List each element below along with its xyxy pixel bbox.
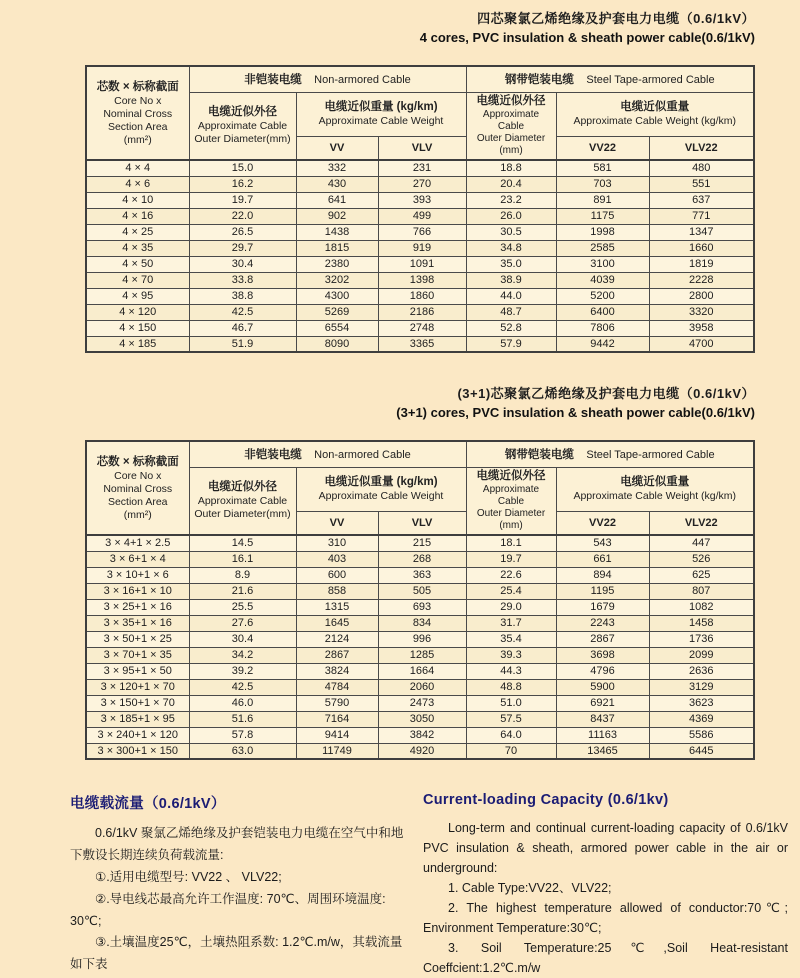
value-cell: 332 (296, 160, 378, 176)
value-cell: 1398 (378, 272, 466, 288)
header-core-en2: Nominal Cross (103, 107, 173, 120)
table-row (86, 679, 754, 695)
value-cell: 6921 (556, 695, 649, 711)
value-cell: 4039 (556, 272, 649, 288)
value-cell: 1819 (649, 256, 754, 272)
value-cell: 57.8 (189, 727, 296, 743)
value-cell: 505 (378, 583, 466, 599)
table-row (86, 695, 754, 711)
value-cell: 48.7 (466, 304, 556, 320)
value-cell: 8.9 (189, 567, 296, 583)
spec-cell: 3 × 50+1 × 25 (86, 631, 189, 647)
table-row (86, 224, 754, 240)
spec-cell: 3 × 185+1 × 95 (86, 711, 189, 727)
value-cell: 39.2 (189, 663, 296, 679)
header-col-vlv22: VLV22 (649, 511, 754, 535)
three-plus-one-title-zh: (3+1)芯聚氯乙烯绝缘及护套电力电缆（0.6/1kV） (457, 386, 755, 401)
value-cell: 363 (378, 567, 466, 583)
header-armored-zh: 钢带铠装电缆 (504, 74, 574, 87)
table-row (86, 631, 754, 647)
value-cell: 5269 (296, 304, 378, 320)
four-core-table-body (86, 160, 754, 352)
notes-zh-item-3: ③.土壤温度25℃，土壤热阻系数: 1.2℃.m/w，其载流量如下表 (70, 935, 403, 972)
value-cell: 996 (378, 631, 466, 647)
value-cell: 25.5 (189, 599, 296, 615)
value-cell: 51.6 (189, 711, 296, 727)
notes-zh-item-2: ②.导电线芯最高允许工作温度: 70℃、周围环境温度: 30℃; (70, 891, 386, 928)
header-core-unit: (mm²) (123, 133, 152, 146)
value-cell: 2473 (378, 695, 466, 711)
value-cell: 19.7 (189, 192, 296, 208)
four-core-spec-table (85, 65, 755, 353)
value-cell: 310 (296, 535, 378, 551)
value-cell: 20.4 (466, 176, 556, 192)
value-cell: 2243 (556, 615, 649, 631)
value-cell: 1998 (556, 224, 649, 240)
value-cell: 2636 (649, 663, 754, 679)
value-cell: 38.9 (466, 272, 556, 288)
value-cell: 661 (556, 551, 649, 567)
value-cell: 3958 (649, 320, 754, 336)
notes-en-paragraph: Long-term and continual current-loading capacity of 0.6/1kV PVC insulation & sheath, armored power cable in the air or underground: (423, 821, 788, 875)
table-row (86, 647, 754, 663)
value-cell: 57.9 (466, 336, 556, 352)
value-cell: 51.9 (189, 336, 296, 352)
value-cell: 641 (296, 192, 378, 208)
value-cell: 46.0 (189, 695, 296, 711)
value-cell: 1815 (296, 240, 378, 256)
value-cell: 64.0 (466, 727, 556, 743)
value-cell: 919 (378, 240, 466, 256)
value-cell: 8090 (296, 336, 378, 352)
notes-en-item-2: 2. The highest temperature allowed of conductor:70℃; Environment Temperature:30℃; (423, 901, 788, 935)
value-cell: 834 (378, 615, 466, 631)
value-cell: 2228 (649, 272, 754, 288)
value-cell: 3129 (649, 679, 754, 695)
value-cell: 637 (649, 192, 754, 208)
value-cell: 35.4 (466, 631, 556, 647)
value-cell: 4700 (649, 336, 754, 352)
value-cell: 30.4 (189, 631, 296, 647)
value-cell: 2867 (296, 647, 378, 663)
value-cell: 38.8 (189, 288, 296, 304)
table-row (86, 176, 754, 192)
table-row (86, 240, 754, 256)
value-cell: 4300 (296, 288, 378, 304)
header-core-section: 芯数 × 标称截面 Core No x Nominal Cross Section Area (mm²) (86, 441, 189, 535)
value-cell: 1091 (378, 256, 466, 272)
value-cell: 3824 (296, 663, 378, 679)
value-cell: 30.4 (189, 256, 296, 272)
spec-cell: 4 × 10 (86, 192, 189, 208)
table-row (86, 743, 754, 759)
spec-cell: 4 × 6 (86, 176, 189, 192)
header-armored-en: Steel Tape-armored Cable (586, 74, 715, 87)
header-nonarmored-weight: 电缆近似重量 (kg/km) Approximate Cable Weight (296, 92, 466, 136)
value-cell: 2060 (378, 679, 466, 695)
table-row (86, 615, 754, 631)
table-row (86, 272, 754, 288)
value-cell: 1645 (296, 615, 378, 631)
header-armored-group (466, 66, 754, 92)
spec-cell: 4 × 16 (86, 208, 189, 224)
value-cell: 1285 (378, 647, 466, 663)
value-cell: 6400 (556, 304, 649, 320)
spec-cell: 4 × 25 (86, 224, 189, 240)
value-cell: 1347 (649, 224, 754, 240)
value-cell: 63.0 (189, 743, 296, 759)
value-cell: 14.5 (189, 535, 296, 551)
header-nonarmored-zh: 非铠装电缆 (244, 74, 302, 87)
header-armored-diameter: 电缆近似外径 Approximate Cable Outer Diameter (mm) (466, 467, 556, 535)
value-cell: 42.5 (189, 304, 296, 320)
value-cell: 1438 (296, 224, 378, 240)
value-cell: 3623 (649, 695, 754, 711)
value-cell: 19.7 (466, 551, 556, 567)
value-cell: 29.0 (466, 599, 556, 615)
value-cell: 1175 (556, 208, 649, 224)
notes-zh-heading: 电缆载流量（0.6/1kV） (70, 796, 226, 812)
value-cell: 807 (649, 583, 754, 599)
value-cell: 270 (378, 176, 466, 192)
value-cell: 766 (378, 224, 466, 240)
spec-cell: 3 × 120+1 × 70 (86, 679, 189, 695)
spec-cell: 4 × 120 (86, 304, 189, 320)
spec-cell: 4 × 50 (86, 256, 189, 272)
value-cell: 4920 (378, 743, 466, 759)
spec-cell: 3 × 70+1 × 35 (86, 647, 189, 663)
value-cell: 858 (296, 583, 378, 599)
table-row (86, 663, 754, 679)
value-cell: 268 (378, 551, 466, 567)
value-cell: 7164 (296, 711, 378, 727)
value-cell: 581 (556, 160, 649, 176)
three-plus-one-spec-table (85, 440, 755, 760)
spec-cell: 3 × 10+1 × 6 (86, 567, 189, 583)
notes-english (423, 792, 788, 978)
value-cell: 499 (378, 208, 466, 224)
value-cell: 2800 (649, 288, 754, 304)
value-cell: 480 (649, 160, 754, 176)
value-cell: 2585 (556, 240, 649, 256)
value-cell: 430 (296, 176, 378, 192)
value-cell: 42.5 (189, 679, 296, 695)
value-cell: 3365 (378, 336, 466, 352)
value-cell: 543 (556, 535, 649, 551)
value-cell: 2124 (296, 631, 378, 647)
value-cell: 1195 (556, 583, 649, 599)
value-cell: 2099 (649, 647, 754, 663)
value-cell: 57.5 (466, 711, 556, 727)
value-cell: 3202 (296, 272, 378, 288)
header-col-vv: VV (296, 511, 378, 535)
spec-cell: 3 × 16+1 × 10 (86, 583, 189, 599)
value-cell: 29.7 (189, 240, 296, 256)
header-armored-weight: 电缆近似重量 Approximate Cable Weight (kg/km) (556, 92, 754, 136)
value-cell: 16.1 (189, 551, 296, 567)
table-row (86, 160, 754, 176)
value-cell: 18.1 (466, 535, 556, 551)
table-row (86, 192, 754, 208)
value-cell: 34.8 (466, 240, 556, 256)
spec-cell: 3 × 4+1 × 2.5 (86, 535, 189, 551)
value-cell: 403 (296, 551, 378, 567)
value-cell: 693 (378, 599, 466, 615)
value-cell: 6554 (296, 320, 378, 336)
spec-cell: 4 × 35 (86, 240, 189, 256)
three-plus-one-table-body (86, 535, 754, 759)
spec-cell: 3 × 95+1 × 50 (86, 663, 189, 679)
value-cell: 551 (649, 176, 754, 192)
table-row (86, 256, 754, 272)
value-cell: 15.0 (189, 160, 296, 176)
header-col-vlv: VLV (378, 511, 466, 535)
value-cell: 1315 (296, 599, 378, 615)
value-cell: 1679 (556, 599, 649, 615)
value-cell: 4784 (296, 679, 378, 695)
header-col-vv22: VV22 (556, 136, 649, 160)
value-cell: 3100 (556, 256, 649, 272)
value-cell: 70 (466, 743, 556, 759)
four-core-table-header (86, 66, 754, 160)
value-cell: 2186 (378, 304, 466, 320)
value-cell: 11749 (296, 743, 378, 759)
value-cell: 526 (649, 551, 754, 567)
value-cell: 4369 (649, 711, 754, 727)
spec-cell: 4 × 95 (86, 288, 189, 304)
header-core-en3: Section Area (107, 120, 168, 133)
spec-cell: 3 × 240+1 × 120 (86, 727, 189, 743)
value-cell: 18.8 (466, 160, 556, 176)
value-cell: 26.5 (189, 224, 296, 240)
value-cell: 31.7 (466, 615, 556, 631)
value-cell: 3698 (556, 647, 649, 663)
notes-en-item-3: 3. Soil Temperature:25℃,Soil Heat-resistant Coeffcient:1.2℃.m/w (423, 941, 788, 975)
value-cell: 27.6 (189, 615, 296, 631)
header-armored-group: 钢带铠装电缆 Steel Tape-armored Cable (466, 441, 754, 467)
value-cell: 51.0 (466, 695, 556, 711)
value-cell: 703 (556, 176, 649, 192)
value-cell: 2748 (378, 320, 466, 336)
value-cell: 23.2 (466, 192, 556, 208)
value-cell: 1082 (649, 599, 754, 615)
spec-cell: 3 × 6+1 × 4 (86, 551, 189, 567)
header-nonarmored-group: 非铠装电缆 Non-armored Cable (189, 441, 466, 467)
value-cell: 902 (296, 208, 378, 224)
table-row (86, 567, 754, 583)
spec-cell: 4 × 150 (86, 320, 189, 336)
three-plus-one-title-block (0, 353, 800, 420)
notes-section (0, 792, 800, 978)
value-cell: 16.2 (189, 176, 296, 192)
value-cell: 2867 (556, 631, 649, 647)
value-cell: 44.0 (466, 288, 556, 304)
four-core-title-zh: 四芯聚氯乙烯绝缘及护套电力电缆（0.6/1kV） (477, 11, 755, 26)
value-cell: 891 (556, 192, 649, 208)
value-cell: 34.2 (189, 647, 296, 663)
value-cell: 21.6 (189, 583, 296, 599)
four-core-title-block (0, 0, 800, 45)
table-row (86, 288, 754, 304)
value-cell: 26.0 (466, 208, 556, 224)
header-nonarmored-weight: 电缆近似重量 (kg/km) Approximate Cable Weight (296, 467, 466, 511)
header-nonarmored-diameter: 电缆近似外径 Approximate Cable Outer Diameter(mm) (189, 467, 296, 535)
header-core-en1: Core No x (114, 94, 162, 107)
value-cell: 3320 (649, 304, 754, 320)
value-cell: 2380 (296, 256, 378, 272)
notes-zh-item-1: ①.适用电缆型号: VV22 、 VLV22; (95, 869, 282, 884)
spec-cell: 3 × 150+1 × 70 (86, 695, 189, 711)
value-cell: 6445 (649, 743, 754, 759)
value-cell: 1664 (378, 663, 466, 679)
value-cell: 22.0 (189, 208, 296, 224)
value-cell: 5790 (296, 695, 378, 711)
notes-zh-paragraph: 0.6/1kV 聚氯乙烯绝缘及护套铠装电力电缆在空气中和地下敷设长期连续负荷载流量: (70, 826, 404, 862)
value-cell: 5200 (556, 288, 649, 304)
notes-en-item-1: 1. Cable Type:VV22、VLV22; (448, 881, 612, 895)
value-cell: 9414 (296, 727, 378, 743)
value-cell: 4796 (556, 663, 649, 679)
value-cell: 11163 (556, 727, 649, 743)
table-row (86, 304, 754, 320)
table-row (86, 711, 754, 727)
value-cell: 393 (378, 192, 466, 208)
notes-chinese (70, 792, 405, 978)
value-cell: 35.0 (466, 256, 556, 272)
header-col-vlv: VLV (378, 136, 466, 160)
spec-cell: 3 × 300+1 × 150 (86, 743, 189, 759)
value-cell: 625 (649, 567, 754, 583)
header-col-vv22: VV22 (556, 511, 649, 535)
three-plus-one-table-header (86, 441, 754, 535)
value-cell: 33.8 (189, 272, 296, 288)
value-cell: 25.4 (466, 583, 556, 599)
value-cell: 1736 (649, 631, 754, 647)
table-row (86, 551, 754, 567)
table-row (86, 208, 754, 224)
value-cell: 231 (378, 160, 466, 176)
table-row (86, 727, 754, 743)
value-cell: 52.8 (466, 320, 556, 336)
value-cell: 44.3 (466, 663, 556, 679)
header-nonarmored-en: Non-armored Cable (314, 74, 411, 87)
value-cell: 39.3 (466, 647, 556, 663)
value-cell: 1458 (649, 615, 754, 631)
four-core-title-en: 4 cores, PVC insulation & sheath power cable(0.6/1kV) (419, 30, 755, 45)
value-cell: 1660 (649, 240, 754, 256)
header-col-vlv22: VLV22 (649, 136, 754, 160)
spec-cell: 4 × 4 (86, 160, 189, 176)
table-row (86, 583, 754, 599)
value-cell: 5586 (649, 727, 754, 743)
value-cell: 3842 (378, 727, 466, 743)
value-cell: 8437 (556, 711, 649, 727)
value-cell: 9442 (556, 336, 649, 352)
value-cell: 215 (378, 535, 466, 551)
value-cell: 447 (649, 535, 754, 551)
table-row (86, 336, 754, 352)
header-armored-diameter: 电缆近似外径 Approximate Cable Outer Diameter (mm) (466, 92, 556, 160)
value-cell: 7806 (556, 320, 649, 336)
header-nonarmored-group (189, 66, 466, 92)
notes-en-heading: Current-loading Capacity (0.6/1kv) (423, 792, 669, 808)
value-cell: 5900 (556, 679, 649, 695)
spec-cell: 3 × 25+1 × 16 (86, 599, 189, 615)
header-col-vv: VV (296, 136, 378, 160)
value-cell: 1860 (378, 288, 466, 304)
value-cell: 894 (556, 567, 649, 583)
value-cell: 48.8 (466, 679, 556, 695)
value-cell: 600 (296, 567, 378, 583)
table-row (86, 535, 754, 551)
value-cell: 3050 (378, 711, 466, 727)
value-cell: 22.6 (466, 567, 556, 583)
spec-cell: 4 × 70 (86, 272, 189, 288)
value-cell: 771 (649, 208, 754, 224)
table-row (86, 599, 754, 615)
value-cell: 30.5 (466, 224, 556, 240)
value-cell: 46.7 (189, 320, 296, 336)
header-core-section (86, 66, 189, 160)
spec-cell: 3 × 35+1 × 16 (86, 615, 189, 631)
table-row (86, 320, 754, 336)
header-armored-weight: 电缆近似重量 Approximate Cable Weight (kg/km) (556, 467, 754, 511)
header-core-zh: 芯数 × 标称截面 (96, 80, 179, 93)
value-cell: 13465 (556, 743, 649, 759)
three-plus-one-title-en: (3+1) cores, PVC insulation & sheath power cable(0.6/1kV) (396, 405, 755, 420)
spec-cell: 4 × 185 (86, 336, 189, 352)
header-nonarmored-diameter: 电缆近似外径 Approximate Cable Outer Diameter(mm) (189, 92, 296, 160)
